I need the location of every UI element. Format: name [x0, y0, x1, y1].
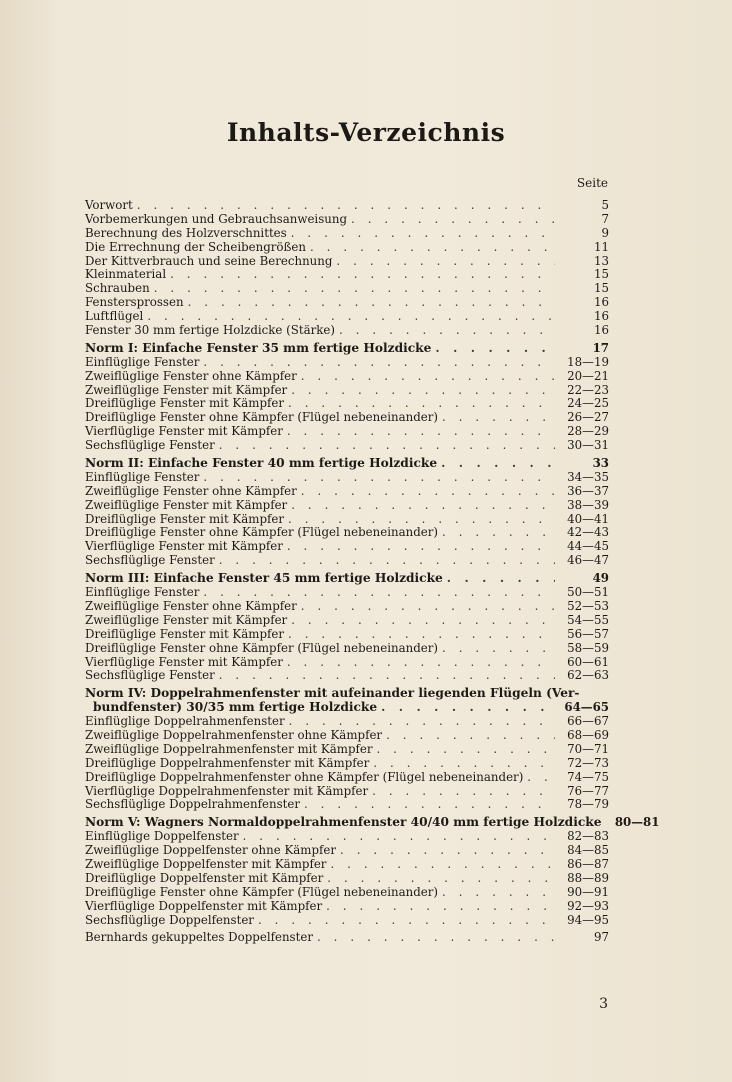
toc-entry: [85, 844, 609, 858]
dot-leader: [188, 296, 555, 310]
toc-entry-page: 11: [593, 239, 609, 254]
toc-entry: [85, 614, 609, 628]
dot-leader: [137, 199, 555, 213]
dot-leader: [442, 526, 555, 540]
toc-entry-page: 13: [593, 253, 609, 268]
toc-entry-label: Zweiflüglige Fenster mit Kämpfer: [85, 612, 288, 627]
dot-leader: [372, 785, 555, 799]
toc-entry-label: Der Kittverbrauch und seine Berechnung: [85, 253, 333, 268]
toc-entry-label: Fenster 30 mm fertige Holzdicke (Stärke): [85, 323, 335, 338]
toc-entry-page: 30—31: [567, 438, 609, 453]
toc-section-heading: [85, 701, 609, 715]
toc-entry-label: Dreiflüglige Fenster ohne Kämpfer (Flügel nebeneinander): [85, 525, 439, 540]
dot-leader: [147, 310, 555, 324]
dot-leader: [435, 342, 555, 356]
dot-leader: [170, 268, 555, 282]
toc-entry: [85, 397, 609, 411]
toc-entry-label: Vierflüglige Doppelfenster mit Kämpfer: [85, 898, 323, 913]
toc-entry-page: 80—81: [614, 815, 660, 830]
dot-leader: [386, 729, 555, 743]
toc-entry: [85, 914, 609, 928]
page-number: 3: [599, 996, 608, 1012]
toc-entry: [85, 798, 609, 812]
toc-entry: [85, 858, 609, 872]
toc-entry-label: Zweiflüglige Fenster mit Kämpfer: [85, 382, 288, 397]
table-of-contents: [85, 198, 660, 945]
toc-entry-page: 62—63: [567, 668, 609, 683]
dot-leader: [258, 914, 555, 928]
dot-leader: [373, 757, 555, 771]
toc-entry-label: Vorwort: [85, 198, 133, 212]
toc-entry-label: Norm I: Einfache Fenster 35 mm fertige Holzdicke: [85, 340, 432, 355]
toc-entry: [85, 586, 609, 600]
toc-entry-page: 52—53: [567, 598, 609, 613]
toc-entry-label: Sechsflüglige Fenster: [85, 553, 215, 568]
dot-leader: [288, 397, 555, 411]
dot-leader: [301, 485, 555, 499]
toc-entry-page: 54—55: [567, 612, 609, 627]
dot-leader: [442, 642, 555, 656]
toc-entry: [85, 213, 609, 227]
dot-leader: [326, 900, 555, 914]
toc-entry-page: 17: [592, 340, 609, 355]
dot-leader: [304, 798, 555, 812]
toc-entry-label: Einflüglige Fenster: [85, 354, 200, 369]
page-column-label: Seite: [576, 176, 608, 190]
toc-entry-label: Sechsflüglige Doppelfenster: [85, 912, 254, 927]
toc-entry-page: 24—25: [567, 396, 609, 411]
toc-entry: [85, 485, 609, 499]
dot-leader: [289, 715, 555, 729]
toc-entry-page: 49: [592, 571, 609, 586]
dot-leader: [327, 872, 555, 886]
toc-entry: [85, 227, 609, 241]
toc-entry-page: 90—91: [567, 884, 609, 899]
page-title: Inhalts-Verzeichnis: [226, 118, 506, 147]
toc-entry-page: 33: [592, 456, 609, 471]
dot-leader: [243, 830, 555, 844]
toc-entry-page: 15: [593, 281, 609, 296]
toc-entry-label: Einflüglige Fenster: [85, 469, 200, 484]
toc-entry-page: 34—35: [567, 469, 609, 484]
toc-entry-page: 18—19: [567, 354, 609, 369]
toc-entry: [85, 757, 609, 771]
toc-entry-page: 16: [593, 323, 609, 338]
dot-leader: [287, 656, 555, 670]
toc-entry: [85, 513, 609, 527]
toc-entry-page: 94—95: [567, 912, 609, 927]
toc-entry-page: 44—45: [567, 539, 609, 554]
toc-entry: [85, 356, 609, 370]
toc-entry-page: 64—65: [564, 700, 609, 715]
toc-entry: [85, 669, 609, 683]
toc-entry-label: Sechsflüglige Fenster: [85, 438, 215, 453]
toc-entry: [85, 411, 609, 425]
toc-entry-label: Dreiflüglige Fenster mit Kämpfer: [85, 626, 285, 641]
toc-entry: [85, 499, 609, 513]
toc-entry: [85, 324, 609, 338]
toc-entry-label: Berechnung des Holzverschnittes: [85, 225, 287, 240]
toc-section-heading: [85, 342, 609, 356]
dot-leader: [291, 384, 555, 398]
toc-section-heading: [85, 815, 660, 830]
toc-entry: [85, 540, 609, 554]
toc-entry: [85, 900, 609, 914]
toc-entry-label: Einflüglige Doppelfenster: [85, 829, 239, 844]
toc-entry-label: Dreiflüglige Doppelrahmenfenster mit Kämpfer: [85, 755, 370, 770]
toc-entry-label: Norm IV: Doppelrahmenfenster mit aufeinander liegenden Flügeln (Ver-: [85, 686, 580, 701]
toc-section-heading: [85, 687, 609, 701]
toc-entry-page: 56—57: [567, 626, 609, 641]
toc-entry: [85, 931, 609, 945]
toc-entry: [85, 370, 609, 384]
toc-entry-label: Zweiflüglige Doppelrahmenfenster mit Kämpfer: [85, 741, 373, 756]
toc-entry-label: Zweiflüglige Fenster ohne Kämpfer: [85, 368, 297, 383]
toc-entry-page: 66—67: [567, 714, 609, 729]
dot-leader: [287, 425, 555, 439]
toc-entry-page: 42—43: [567, 525, 609, 540]
toc-entry-label: bundfenster) 30/35 mm fertige Holzdicke: [93, 700, 378, 715]
toc-entry-label: Zweiflüglige Doppelrahmenfenster ohne Kämpfer: [85, 727, 383, 742]
toc-entry-label: Dreiflüglige Fenster mit Kämpfer: [85, 396, 285, 411]
dot-leader: [219, 554, 555, 568]
toc-entry-label: Vierflüglige Fenster mit Kämpfer: [85, 654, 283, 669]
toc-entry-label: Die Errechnung der Scheibengrößen: [85, 239, 306, 254]
toc-entry-label: Zweiflüglige Fenster mit Kämpfer: [85, 497, 288, 512]
toc-entry-page: 46—47: [567, 553, 609, 568]
toc-entry-label: Einflüglige Doppelrahmenfenster: [85, 714, 285, 729]
dot-leader: [310, 241, 555, 255]
toc-entry-page: 86—87: [567, 856, 609, 871]
toc-entry-label: Sechsflüglige Doppelrahmenfenster: [85, 797, 300, 812]
toc-entry: [85, 743, 609, 757]
dot-leader: [203, 471, 555, 485]
toc-entry: [85, 600, 609, 614]
dot-leader: [442, 886, 555, 900]
dot-leader: [154, 282, 555, 296]
toc-entry-page: 20—21: [567, 368, 609, 383]
dot-leader: [376, 743, 555, 757]
toc-entry: [85, 886, 609, 900]
toc-entry: [85, 268, 609, 282]
dot-leader: [287, 540, 555, 554]
toc-entry-page: 74—75: [567, 769, 609, 784]
toc-entry-page: 68—69: [567, 727, 609, 742]
toc-entry-page: 60—61: [567, 654, 609, 669]
toc-entry-page: 72—73: [567, 755, 609, 770]
toc-entry: [85, 628, 609, 642]
toc-entry-page: 38—39: [567, 497, 609, 512]
toc-entry-label: Einflüglige Fenster: [85, 585, 200, 600]
dot-leader: [203, 356, 555, 370]
dot-leader: [527, 771, 555, 785]
dot-leader: [339, 324, 555, 338]
toc-entry-label: Norm II: Einfache Fenster 40 mm fertige Holzdicke: [85, 456, 438, 471]
dot-leader: [330, 858, 555, 872]
toc-entry-page: 5: [601, 198, 609, 212]
toc-entry: [85, 439, 609, 453]
toc-entry-page: 84—85: [567, 843, 609, 858]
dot-leader: [317, 931, 555, 945]
toc-entry-label: Kleinmaterial: [85, 267, 167, 282]
toc-entry: [85, 872, 609, 886]
toc-entry-label: Vierflüglige Fenster mit Kämpfer: [85, 539, 283, 554]
toc-entry: [85, 642, 609, 656]
toc-entry-label: Dreiflüglige Fenster mit Kämpfer: [85, 511, 285, 526]
dot-leader: [219, 669, 555, 683]
toc-entry-page: 16: [593, 295, 609, 310]
toc-entry: [85, 282, 609, 296]
dot-leader: [447, 572, 555, 586]
toc-entry-label: Dreiflüglige Doppelrahmenfenster ohne Kämpfer (Flügel nebeneinander): [85, 769, 524, 784]
toc-entry-page: 9: [601, 225, 609, 240]
dot-leader: [381, 701, 555, 715]
dot-leader: [288, 628, 555, 642]
dot-leader: [203, 586, 555, 600]
toc-entry-page: 22—23: [567, 382, 609, 397]
toc-entry-label: Zweiflüglige Fenster ohne Kämpfer: [85, 598, 297, 613]
toc-entry-label: Schrauben: [85, 281, 150, 296]
toc-entry: [85, 471, 609, 485]
dot-leader: [291, 499, 555, 513]
dot-leader: [291, 614, 555, 628]
toc-entry-page: 50—51: [567, 585, 609, 600]
toc-section-heading: [85, 572, 609, 586]
toc-entry: [85, 199, 609, 213]
toc-entry-label: Dreiflüglige Doppelfenster mit Kämpfer: [85, 870, 324, 885]
toc-entry: [85, 296, 609, 310]
toc-entry-page: 76—77: [567, 783, 609, 798]
toc-entry: [85, 425, 609, 439]
toc-entry-label: Norm III: Einfache Fenster 45 mm fertige Holzdicke: [85, 571, 443, 586]
toc-entry: [85, 241, 609, 255]
dot-leader: [301, 370, 555, 384]
toc-entry: [85, 785, 609, 799]
toc-entry-label: Norm V: Wagners Normaldoppelrahmenfenster 40/40 mm fertige Holzdicke: [85, 815, 602, 830]
toc-entry: [85, 310, 609, 324]
toc-entry-label: Vierflüglige Doppelrahmenfenster mit Kämpfer: [85, 783, 369, 798]
dot-leader: [441, 457, 555, 471]
toc-section-heading: [85, 457, 609, 471]
toc-entry-label: Vierflüglige Fenster mit Kämpfer: [85, 424, 283, 439]
toc-entry: [85, 656, 609, 670]
toc-entry-label: Bernhards gekuppeltes Doppelfenster: [85, 930, 313, 945]
toc-entry: [85, 729, 609, 743]
toc-entry: [85, 830, 609, 844]
toc-entry-page: 88—89: [567, 870, 609, 885]
toc-entry-label: Luftflügel: [85, 309, 144, 324]
toc-entry: [85, 554, 609, 568]
dot-leader: [340, 844, 555, 858]
toc-entry-page: 7: [601, 211, 609, 226]
toc-entry-page: 40—41: [567, 511, 609, 526]
toc-entry: [85, 526, 609, 540]
dot-leader: [442, 411, 555, 425]
toc-entry-label: Zweiflüglige Doppelfenster ohne Kämpfer: [85, 843, 337, 858]
toc-entry-label: Vorbemerkungen und Gebrauchsanweisung: [85, 211, 348, 226]
toc-entry-page: 78—79: [567, 797, 609, 812]
toc-entry-page: 15: [593, 267, 609, 282]
toc-entry-label: Sechsflüglige Fenster: [85, 668, 215, 683]
toc-entry: [85, 715, 609, 729]
toc-entry-label: Dreiflüglige Fenster ohne Kämpfer (Flügel nebeneinander): [85, 884, 439, 899]
toc-entry-page: 97: [593, 930, 609, 945]
toc-entry-page: 16: [593, 309, 609, 324]
toc-entry: [85, 384, 609, 398]
toc-entry-label: Zweiflüglige Doppelfenster mit Kämpfer: [85, 856, 327, 871]
toc-entry-page: 28—29: [567, 424, 609, 439]
dot-leader: [336, 255, 555, 269]
toc-entry: [85, 771, 609, 785]
dot-leader: [351, 213, 555, 227]
toc-entry-page: 58—59: [567, 640, 609, 655]
dot-leader: [219, 439, 555, 453]
toc-entry-page: 92—93: [567, 898, 609, 913]
toc-entry-page: 70—71: [567, 741, 609, 756]
dot-leader: [291, 227, 555, 241]
toc-entry-label: Dreiflüglige Fenster ohne Kämpfer (Flügel nebeneinander): [85, 410, 439, 425]
dot-leader: [288, 513, 555, 527]
toc-entry-label: Fenstersprossen: [85, 295, 184, 310]
dot-leader: [301, 600, 555, 614]
toc-entry-page: 26—27: [567, 410, 609, 425]
toc-entry-page: 82—83: [567, 829, 609, 844]
toc-entry-label: Dreiflüglige Fenster ohne Kämpfer (Flügel nebeneinander): [85, 640, 439, 655]
toc-entry: [85, 255, 609, 269]
toc-entry-label: Zweiflüglige Fenster ohne Kämpfer: [85, 483, 297, 498]
toc-entry-page: 36—37: [567, 483, 609, 498]
